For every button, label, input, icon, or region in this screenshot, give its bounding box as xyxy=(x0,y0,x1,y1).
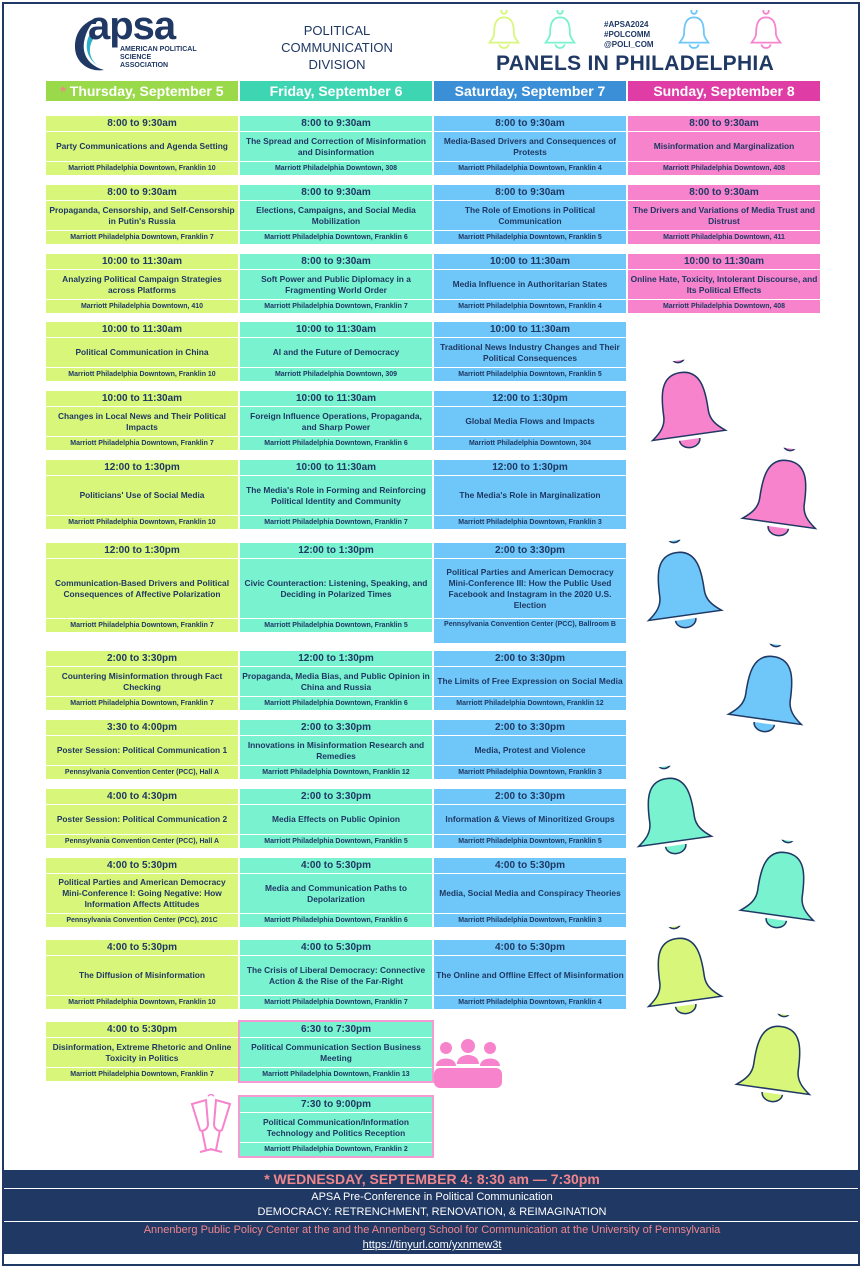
day-header-thursday xyxy=(46,81,238,101)
panel-time: 8:00 to 9:30am xyxy=(434,185,626,201)
page-title: PANELS IN PHILADELPHIA xyxy=(495,52,775,75)
panel-location: Marriott Philadelphia Downtown, Franklin 10 xyxy=(68,371,216,378)
panel-location: Marriott Philadelphia Downtown, Franklin 7 xyxy=(264,999,408,1006)
hashtag: @POLI_COM xyxy=(604,40,654,49)
day-label: Sunday, September 8 xyxy=(653,83,795,99)
panel-location: Marriott Philadelphia Downtown, 408 xyxy=(662,303,786,310)
panel-title: Global Media Flows and Impacts xyxy=(434,407,626,437)
panel-time: 4:00 to 5:30pm xyxy=(434,940,626,956)
panel-card xyxy=(240,460,432,529)
panel-card xyxy=(240,116,432,175)
panel-title: Information & Views of Minoritized Groups xyxy=(434,805,626,835)
panel-location: Marriott Philadelphia Downtown, Franklin 5 xyxy=(458,371,602,378)
panel-location: Marriott Philadelphia Downtown, Franklin 7 xyxy=(264,519,408,526)
panel-location: Marriott Philadelphia Downtown, Franklin 7 xyxy=(70,234,214,241)
panel-title: The Role of Emotions in Political Communication xyxy=(434,201,626,231)
panel-time: 10:00 to 11:30am xyxy=(240,460,432,476)
hashtags xyxy=(604,20,654,50)
panel-title: Traditional News Industry Changes and Their Political Consequences xyxy=(434,338,626,368)
bell-outline-icon xyxy=(542,10,578,50)
apsa-logo xyxy=(70,4,197,74)
panel-time: 4:00 to 5:30pm xyxy=(46,858,238,874)
day-label: Saturday, September 7 xyxy=(454,83,606,99)
preconference-title: APSA Pre-Conference in Political Communication xyxy=(311,1191,553,1203)
bell-icon xyxy=(634,535,728,638)
panel-time: 10:00 to 11:30am xyxy=(46,391,238,407)
panel-title: Political Communication Section Business Meeting xyxy=(240,1038,432,1068)
audience-icon xyxy=(432,1038,504,1090)
panel-time: 10:00 to 11:30am xyxy=(46,254,238,270)
panel-time: 4:00 to 5:30pm xyxy=(434,858,626,874)
panel-title: The Spread and Correction of Misinformation and Disinformation xyxy=(240,132,432,162)
panel-title: Party Communications and Agenda Setting xyxy=(46,132,238,162)
preconference-host xyxy=(4,1222,860,1254)
panel-time: 10:00 to 11:30am xyxy=(46,322,238,338)
panel-card xyxy=(434,789,626,848)
panel-time: 10:00 to 11:30am xyxy=(240,391,432,407)
panel-card xyxy=(240,1022,432,1081)
panel-card xyxy=(46,940,238,1009)
panel-title: Disinformation, Extreme Rhetoric and Online Toxicity in Politics xyxy=(46,1038,238,1068)
panel-location: Marriott Philadelphia Downtown, Franklin 7 xyxy=(70,1071,214,1078)
panel-title: Poster Session: Political Communication 2 xyxy=(46,805,238,835)
panel-title: Communication-Based Drivers and Political Consequences of Affective Polarization xyxy=(46,559,238,619)
panel-time: 3:30 to 4:00pm xyxy=(46,720,238,736)
panel-location: Marriott Philadelphia Downtown, Franklin 10 xyxy=(68,165,216,172)
panel-time: 10:00 to 11:30am xyxy=(240,322,432,338)
panel-location: Marriott Philadelphia Downtown, Franklin 5 xyxy=(264,838,408,845)
panel-time: 12:00 to 1:30pm xyxy=(46,543,238,559)
star-marker: * xyxy=(264,1171,270,1187)
panel-card xyxy=(434,391,626,450)
panel-location: Marriott Philadelphia Downtown, 410 xyxy=(80,303,204,310)
panel-location: Marriott Philadelphia Downtown, Franklin 7 xyxy=(70,622,214,629)
panel-time: 4:00 to 5:30pm xyxy=(46,940,238,956)
panel-location: Marriott Philadelphia Downtown, Franklin 7 xyxy=(264,303,408,310)
panel-card xyxy=(46,1022,238,1081)
logo-subtitle: AMERICAN POLITICAL SCIENCE ASSOCIATION xyxy=(120,46,197,69)
panel-location: Marriott Philadelphia Downtown, Franklin 4 xyxy=(458,999,602,1006)
panel-title: Propaganda, Censorship, and Self-Censorship in Putin's Russia xyxy=(46,201,238,231)
panel-title: Foreign Influence Operations, Propaganda, and Sharp Power xyxy=(240,407,432,437)
panel-time: 8:00 to 9:30am xyxy=(240,254,432,270)
bell-icon xyxy=(634,921,728,1024)
panel-time: 12:00 to 1:30pm xyxy=(240,543,432,559)
panel-location: Pennsylvania Convention Center (PCC), Hall A xyxy=(64,838,220,845)
panel-title: Media and Communication Paths to Depolarization xyxy=(240,874,432,914)
panel-card xyxy=(434,543,626,643)
panel-title: Political Parties and American Democracy Mini-Conference III: How the Public Used Facebook and Instagram in the 2020 U.S. Election xyxy=(434,559,626,619)
panel-location: Marriott Philadelphia Downtown, Franklin 10 xyxy=(68,519,216,526)
panel-location: Marriott Philadelphia Downtown, Franklin 4 xyxy=(458,165,602,172)
panel-title: Media Effects on Public Opinion xyxy=(240,805,432,835)
panel-title: Media, Social Media and Conspiracy Theories xyxy=(434,874,626,914)
panel-title: Media Influence in Authoritarian States xyxy=(434,270,626,300)
panel-title: Soft Power and Public Diplomacy in a Fragmenting World Order xyxy=(240,270,432,300)
day-header-saturday xyxy=(434,81,626,101)
panel-card xyxy=(628,116,820,175)
panel-title: Misinformation and Marginalization xyxy=(628,132,820,162)
bell-icon xyxy=(638,355,732,458)
panel-title: Political Communication/Information Technology and Politics Reception xyxy=(240,1113,432,1143)
panel-title: Analyzing Political Campaign Strategies across Platforms xyxy=(46,270,238,300)
bell-icon xyxy=(624,761,718,864)
panel-card xyxy=(628,254,820,313)
panel-location: Marriott Philadelphia Downtown, Franklin 2 xyxy=(264,1146,408,1153)
preconference-date: WEDNESDAY, SEPTEMBER 4: 8:30 am — 7:30pm xyxy=(273,1171,600,1187)
panel-title: Propaganda, Media Bias, and Public Opinion in China and Russia xyxy=(240,667,432,697)
panel-time: 8:00 to 9:30am xyxy=(434,116,626,132)
bell-outline-icon xyxy=(748,10,784,50)
panel-card xyxy=(46,789,238,848)
panel-location: Marriott Philadelphia Downtown, Franklin 3 xyxy=(458,917,602,924)
panel-title: The Limits of Free Expression on Social Media xyxy=(434,667,626,697)
panel-title: The Media's Role in Forming and Reinforcing Political Identity and Community xyxy=(240,476,432,516)
panel-card xyxy=(240,651,432,710)
panel-card xyxy=(46,254,238,313)
panel-card xyxy=(628,185,820,244)
panel-card xyxy=(46,543,238,632)
header xyxy=(0,0,866,80)
preconference-theme: DEMOCRACY: RETRENCHMENT, RENOVATION, & REIMAGINATION xyxy=(257,1206,607,1218)
bell-icon xyxy=(734,835,828,938)
panel-title: The Media's Role in Marginalization xyxy=(434,476,626,516)
panel-location: Marriott Philadelphia Downtown, Franklin 7 xyxy=(70,440,214,447)
preconference-date-banner xyxy=(4,1170,860,1188)
panel-card xyxy=(46,391,238,450)
panel-title: Media-Based Drivers and Consequences of Protests xyxy=(434,132,626,162)
day-label: Thursday, September 5 xyxy=(69,83,224,99)
panel-card xyxy=(434,116,626,175)
panel-location: Marriott Philadelphia Downtown, Franklin 12 xyxy=(262,769,410,776)
panel-location: Marriott Philadelphia Downtown, 408 xyxy=(662,165,786,172)
panel-title: Innovations in Misinformation Research and Remedies xyxy=(240,736,432,766)
panel-card xyxy=(46,185,238,244)
panel-time: 2:00 to 3:30pm xyxy=(434,720,626,736)
panel-time: 10:00 to 11:30am xyxy=(628,254,820,270)
panel-location: Marriott Philadelphia Downtown, Franklin 13 xyxy=(262,1071,410,1078)
panel-location: Pennsylvania Convention Center (PCC), Hall A xyxy=(64,769,220,776)
panel-location: Marriott Philadelphia Downtown, Franklin 3 xyxy=(458,769,602,776)
panel-time: 12:00 to 1:30pm xyxy=(46,460,238,476)
panel-title: The Online and Offline Effect of Misinformation xyxy=(434,956,626,996)
day-header-friday xyxy=(240,81,432,101)
panel-location: Marriott Philadelphia Downtown, Franklin 12 xyxy=(456,700,604,707)
panel-location: Marriott Philadelphia Downtown, Franklin 6 xyxy=(264,234,408,241)
panel-title: Civic Counteraction: Listening, Speaking, and Deciding in Polarized Times xyxy=(240,559,432,619)
panel-title: Political Communication in China xyxy=(46,338,238,368)
panel-time: 2:00 to 3:30pm xyxy=(434,543,626,559)
panel-location: Marriott Philadelphia Downtown, 308 xyxy=(274,165,398,172)
champagne-toast-icon xyxy=(186,1094,236,1160)
panel-card xyxy=(46,460,238,529)
panel-time: 8:00 to 9:30am xyxy=(240,185,432,201)
panel-location: Marriott Philadelphia Downtown, 304 xyxy=(468,440,592,447)
panel-title: Poster Session: Political Communication 1 xyxy=(46,736,238,766)
panel-time: 4:00 to 4:30pm xyxy=(46,789,238,805)
panel-card xyxy=(240,940,432,1009)
panel-location: Pennsylvania Convention Center (PCC), Ballroom B xyxy=(444,621,616,628)
panel-card xyxy=(434,858,626,927)
panel-title: Countering Misinformation through Fact Checking xyxy=(46,667,238,697)
panel-card xyxy=(46,116,238,175)
panel-time: 4:00 to 5:30pm xyxy=(240,940,432,956)
panel-card xyxy=(434,322,626,381)
panel-location: Marriott Philadelphia Downtown, Franklin 6 xyxy=(264,440,408,447)
panel-location: Marriott Philadelphia Downtown, 309 xyxy=(274,371,398,378)
panel-title: The Diffusion of Misinformation xyxy=(46,956,238,996)
logo-wordmark: apsa xyxy=(88,4,176,48)
panel-card xyxy=(46,322,238,381)
panel-time: 2:00 to 3:30pm xyxy=(240,789,432,805)
preconference-info xyxy=(4,1189,860,1221)
panel-title: Political Parties and American Democracy Mini-Conference I: Going Negative: How Information Affects Attitudes xyxy=(46,874,238,914)
panel-location: Marriott Philadelphia Downtown, Franklin 5 xyxy=(458,234,602,241)
panel-title: Online Hate, Toxicity, Intolerant Discourse, and Its Political Effects xyxy=(628,270,820,300)
panel-card xyxy=(240,391,432,450)
bell-icon xyxy=(722,639,816,742)
panel-title: Changes in Local News and Their Political Impacts xyxy=(46,407,238,437)
panel-title: The Crisis of Liberal Democracy: Connective Action & the Rise of the Far-Right xyxy=(240,956,432,996)
panel-time: 8:00 to 9:30am xyxy=(240,116,432,132)
preconference-link[interactable]: https://tinyurl.com/yxnmew3t xyxy=(362,1239,502,1251)
panel-card xyxy=(434,254,626,313)
panel-title: AI and the Future of Democracy xyxy=(240,338,432,368)
panel-card xyxy=(240,720,432,779)
panel-card xyxy=(46,858,238,927)
star-marker: * xyxy=(60,83,66,99)
panel-location: Marriott Philadelphia Downtown, Franklin 10 xyxy=(68,999,216,1006)
panel-time: 2:00 to 3:30pm xyxy=(240,720,432,736)
panel-time: 8:00 to 9:30am xyxy=(46,185,238,201)
panel-card xyxy=(46,651,238,710)
panel-time: 10:00 to 11:30am xyxy=(434,322,626,338)
panel-card xyxy=(434,720,626,779)
panel-time: 8:00 to 9:30am xyxy=(628,185,820,201)
host-text: Annenberg Public Policy Center at the and the Annenberg School for Communication at the University of Pennsylvania xyxy=(143,1224,721,1236)
panel-card xyxy=(434,940,626,1009)
panel-time: 10:00 to 11:30am xyxy=(434,254,626,270)
panel-card xyxy=(434,460,626,529)
panel-location: Marriott Philadelphia Downtown, Franklin 5 xyxy=(264,622,408,629)
hashtag: #POLCOMM xyxy=(604,30,651,39)
panel-location: Marriott Philadelphia Downtown, Franklin 3 xyxy=(458,519,602,526)
panel-location: Marriott Philadelphia Downtown, Franklin 4 xyxy=(458,303,602,310)
panel-location: Marriott Philadelphia Downtown, Franklin 6 xyxy=(264,917,408,924)
bell-outline-icon xyxy=(676,10,712,50)
day-header-sunday xyxy=(628,81,820,101)
panel-time: 7:30 to 9:00pm xyxy=(240,1097,432,1113)
panel-card xyxy=(240,543,432,632)
panel-title: Politicians' Use of Social Media xyxy=(46,476,238,516)
bell-icon xyxy=(730,1009,824,1112)
panel-location: Marriott Philadelphia Downtown, Franklin 5 xyxy=(458,838,602,845)
panel-time: 4:00 to 5:30pm xyxy=(46,1022,238,1038)
panel-time: 4:00 to 5:30pm xyxy=(240,858,432,874)
panel-card xyxy=(240,1097,432,1156)
panel-time: 6:30 to 7:30pm xyxy=(240,1022,432,1038)
hashtag: #APSA2024 xyxy=(604,20,649,29)
panel-time: 2:00 to 3:30pm xyxy=(434,651,626,667)
panel-time: 12:00 to 1:30pm xyxy=(434,391,626,407)
panel-card xyxy=(240,185,432,244)
panel-title: The Drivers and Variations of Media Trust and Distrust xyxy=(628,201,820,231)
panel-card xyxy=(240,254,432,313)
bell-icon xyxy=(736,443,830,546)
panel-card xyxy=(240,789,432,848)
panel-card xyxy=(434,651,626,710)
panel-time: 12:00 to 1:30pm xyxy=(434,460,626,476)
panel-time: 8:00 to 9:30am xyxy=(46,116,238,132)
panel-time: 8:00 to 9:30am xyxy=(628,116,820,132)
panel-location: Marriott Philadelphia Downtown, Franklin 6 xyxy=(264,700,408,707)
division-name: POLITICAL COMMUNICATION DIVISION xyxy=(281,23,393,72)
panel-card xyxy=(434,185,626,244)
panel-time: 2:00 to 3:30pm xyxy=(46,651,238,667)
panel-card xyxy=(46,720,238,779)
panel-time: 12:00 to 1:30pm xyxy=(240,651,432,667)
panel-card xyxy=(240,858,432,927)
panel-location: Pennsylvania Convention Center (PCC), 201C xyxy=(66,917,218,924)
panel-location: Marriott Philadelphia Downtown, 411 xyxy=(663,234,785,241)
panel-title: Media, Protest and Violence xyxy=(434,736,626,766)
day-label: Friday, September 6 xyxy=(269,83,403,99)
panel-location: Marriott Philadelphia Downtown, Franklin 7 xyxy=(70,700,214,707)
panel-time: 2:00 to 3:30pm xyxy=(434,789,626,805)
panel-card xyxy=(240,322,432,381)
panel-title: Elections, Campaigns, and Social Media Mobilization xyxy=(240,201,432,231)
bell-outline-icon xyxy=(486,10,522,50)
